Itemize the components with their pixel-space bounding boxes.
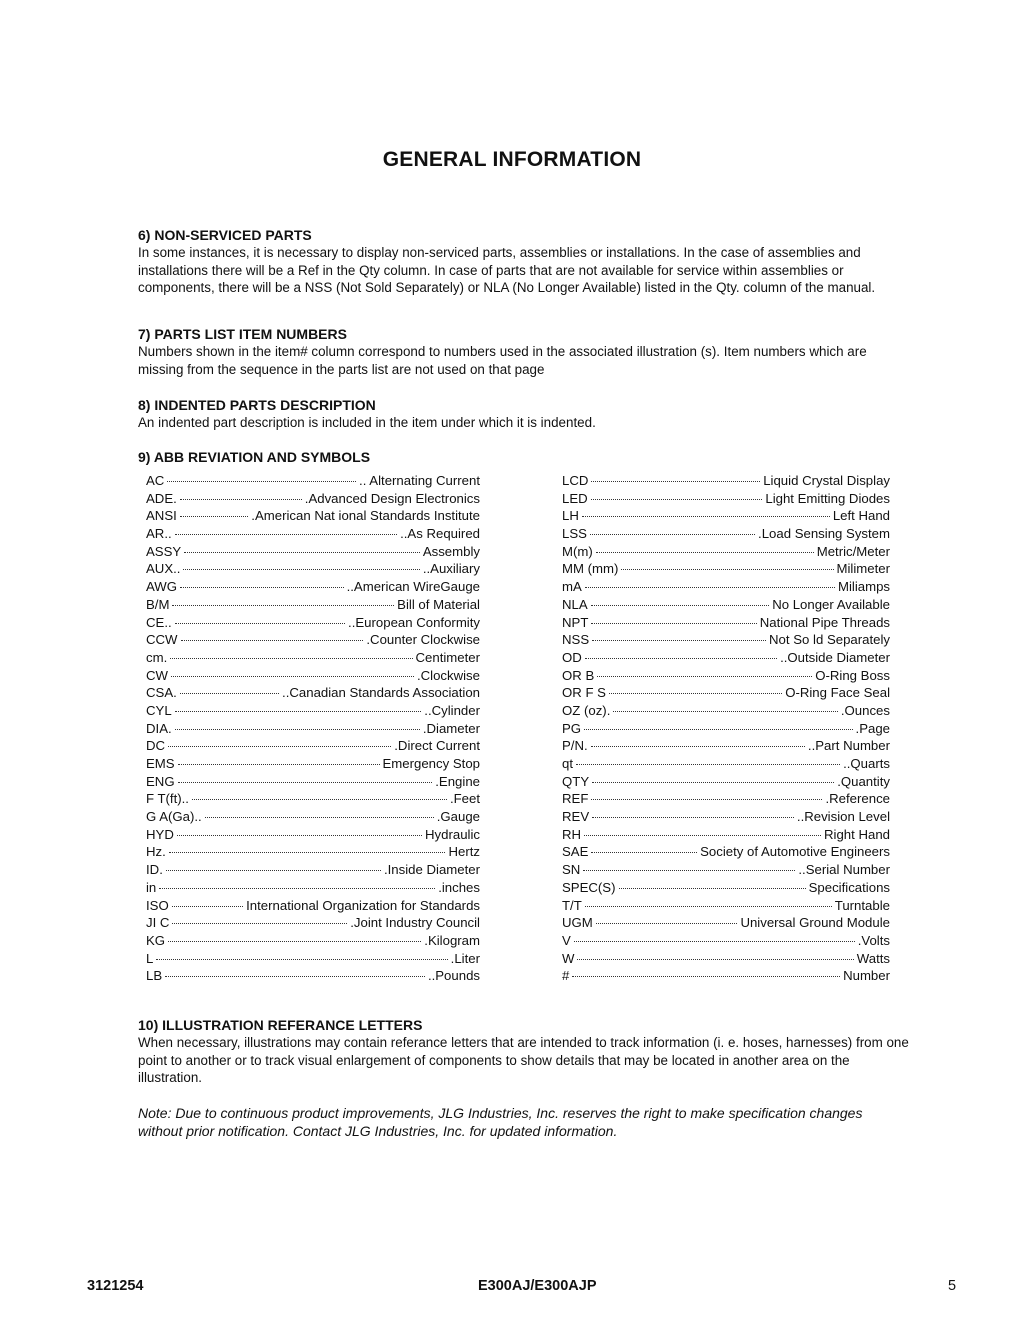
abbreviation-meaning: ..Quarts [843, 756, 890, 771]
abbreviation-row [562, 560, 890, 578]
abbreviation-row [562, 507, 890, 525]
dot-leader [165, 975, 425, 977]
dot-leader [572, 975, 840, 977]
abbreviation-meaning: Hydraulic [425, 826, 480, 842]
dot-leader [585, 657, 777, 659]
dot-leader [592, 781, 834, 783]
dot-leader [156, 958, 447, 960]
dot-leader [180, 515, 249, 517]
abbreviation-meaning: Centimeter [415, 649, 480, 665]
abbreviation-row [562, 773, 890, 791]
section-body: Numbers shown in the item# column correspond to numbers used in the associated illustration (s). Item numbers which are missing from the sequence in the parts list are not used on that page [138, 344, 867, 377]
abbreviation-key: SN [562, 862, 581, 878]
abbreviation-meaning: .Liter [450, 950, 480, 966]
abbreviation-meaning: .Clockwise [416, 667, 480, 683]
disclaimer-note: Note: Due to continuous product improvements, JLG Industries, Inc. reserves the right to make specification changes without prior notification. Contact JLG Industries, Inc. for updated information. [138, 1105, 863, 1139]
abbreviation-row [146, 826, 480, 844]
abbreviation-meaning: Right Hand [824, 826, 890, 842]
abbreviation-meaning: .Gauge [436, 809, 480, 825]
section-non-serviced-parts [138, 226, 913, 297]
dot-leader [591, 604, 770, 606]
section-heading: 9) ABB REVIATION AND SYMBOLS [138, 449, 371, 465]
abbreviation-row [562, 914, 890, 932]
abbreviation-row [562, 879, 890, 897]
abbreviation-meaning: ..Canadian Standards Association [282, 685, 480, 701]
abbreviation-row [562, 702, 890, 720]
dot-leader [609, 692, 782, 694]
abbreviation-row [146, 879, 480, 897]
dot-leader [597, 675, 812, 677]
abbreviation-meaning: .Kilogram [424, 932, 480, 948]
abbreviation-row [562, 649, 890, 667]
abbreviation-meaning: ..Cylinder [424, 702, 480, 718]
abbreviation-meaning: ..Part Number [807, 738, 890, 754]
dot-leader [175, 710, 422, 712]
abbreviation-row [562, 684, 890, 702]
abbreviation-key: ANSI [146, 508, 177, 524]
dot-leader [591, 745, 805, 747]
abbreviation-meaning: .. Alternating Current [359, 473, 480, 488]
abbreviation-row [146, 861, 480, 879]
abbreviation-row [562, 950, 890, 968]
abbreviation-row [146, 843, 480, 861]
abbreviation-row [146, 596, 480, 614]
abbreviation-key: CSA. [146, 685, 177, 701]
abbreviation-row [146, 755, 480, 773]
abbreviation-meaning: Liquid Crystal Display [763, 473, 890, 488]
abbreviation-key: SPEC(S) [562, 879, 616, 895]
abbreviation-key: L [146, 950, 154, 966]
footer-manual-number: 3121254 [87, 1278, 144, 1294]
section-heading: 7) PARTS LIST ITEM NUMBERS [138, 326, 347, 342]
abbreviation-key: OR B [562, 667, 595, 683]
abbreviation-key: mA [562, 579, 582, 595]
section-heading: 8) INDENTED PARTS DESCRIPTION [138, 397, 376, 413]
abbreviation-meaning: Metric/Meter [816, 543, 890, 559]
dot-leader [171, 675, 414, 677]
abbreviation-meaning: .Quantity [837, 773, 890, 789]
abbreviation-key: in [146, 879, 157, 895]
abbreviation-key: W [562, 950, 575, 966]
abbreviation-meaning: O-Ring Face Seal [785, 685, 890, 701]
abbreviation-row [146, 578, 480, 596]
abbreviation-key: T/T [562, 897, 582, 913]
abbreviation-key: ADE. [146, 490, 177, 506]
abbreviation-meaning: .Counter Clockwise [366, 632, 480, 648]
abbreviation-meaning: .American Nat ional Standards Institute [251, 508, 480, 524]
abbreviation-key: CYL [146, 702, 172, 718]
abbreviation-key: NSS [562, 632, 590, 648]
abbreviation-row [146, 667, 480, 685]
dot-leader [192, 798, 447, 800]
abbreviation-row [562, 755, 890, 773]
dot-leader [591, 498, 763, 500]
abbreviation-meaning: Miliamps [837, 579, 890, 595]
dot-leader [178, 763, 380, 765]
abbreviation-row [562, 897, 890, 915]
dot-leader [591, 480, 760, 482]
abbreviation-meaning: Milimeter [836, 561, 890, 577]
abbreviation-row [146, 737, 480, 755]
dot-leader [172, 922, 347, 924]
abbreviation-row [562, 525, 890, 543]
abbreviation-row [146, 950, 480, 968]
abbreviation-meaning: .Advanced Design Electronics [304, 490, 480, 506]
abbreviation-row [562, 737, 890, 755]
abbreviation-row [146, 720, 480, 738]
dot-leader [621, 568, 833, 570]
dot-leader [590, 533, 755, 535]
abbreviation-key: NLA [562, 596, 588, 612]
dot-leader [584, 834, 821, 836]
dot-leader [172, 905, 243, 907]
dot-leader [596, 551, 814, 553]
abbreviation-meaning: ..Outside Diameter [780, 649, 890, 665]
abbreviation-meaning: .Inside Diameter [383, 862, 480, 878]
abbreviation-key: ISO [146, 897, 169, 913]
dot-leader [180, 586, 344, 588]
section-illustration-reference-letters [138, 1016, 913, 1087]
abbreviation-row [562, 932, 890, 950]
footer-model: E300AJ/E300AJP [478, 1278, 597, 1294]
dot-leader [591, 798, 822, 800]
abbreviation-row [562, 843, 890, 861]
abbreviation-key: LH [562, 508, 579, 524]
dot-leader [169, 851, 446, 853]
abbreviation-key: REF [562, 791, 589, 807]
abbreviation-row [146, 773, 480, 791]
abbreviation-key: Hz. [146, 844, 166, 860]
abbreviation-key: ENG [146, 773, 175, 789]
dot-leader [591, 622, 756, 624]
abbreviation-key: OD [562, 649, 582, 665]
dot-leader [577, 958, 853, 960]
abbreviation-row [562, 578, 890, 596]
abbreviation-row [146, 702, 480, 720]
dot-leader [183, 568, 419, 570]
abbreviation-row [562, 614, 890, 632]
dot-leader [619, 887, 806, 889]
dot-leader [172, 604, 394, 606]
abbreviation-key: CCW [146, 632, 178, 648]
section-body: An indented part description is included in the item under which it is indented. [138, 415, 596, 430]
abbreviation-meaning: ..Auxiliary [422, 561, 480, 577]
abbreviation-meaning: .Load Sensing System [758, 526, 890, 542]
abbreviation-meaning: .Diameter [422, 720, 480, 736]
abbreviation-key: RH [562, 826, 582, 842]
abbreviation-key: DC [146, 738, 166, 754]
dot-leader [178, 781, 433, 783]
abbreviation-key: SAE [562, 844, 589, 860]
abbreviation-meaning: .Volts [857, 932, 890, 948]
abbreviation-key: MM (mm) [562, 561, 619, 577]
dot-leader [175, 622, 345, 624]
abbreviation-key: HYD [146, 826, 174, 842]
abbreviation-key: AUX.. [146, 561, 181, 577]
abbreviation-key: CW [146, 667, 168, 683]
abbreviation-row [146, 472, 480, 490]
abbreviation-row [562, 720, 890, 738]
section-indented-parts-description [138, 396, 913, 432]
abbreviation-row [562, 861, 890, 879]
abbreviation-row [562, 543, 890, 561]
abbreviation-row [562, 490, 890, 508]
abbreviation-key: OR F S [562, 685, 606, 701]
section-body: When necessary, illustrations may contain referance letters that are intended to track information (i. e. hoses, harnesses) from one point to another or to track visual enlargement of components to show details that may be located in another area on the illustration. [138, 1035, 909, 1085]
abbreviation-row [562, 631, 890, 649]
abbreviation-key: LSS [562, 526, 587, 542]
abbreviation-key: QTY [562, 773, 590, 789]
dot-leader [168, 940, 421, 942]
abbreviation-key: OZ (oz). [562, 702, 611, 718]
abbreviation-row [146, 897, 480, 915]
abbreviation-key: CE.. [146, 614, 172, 630]
dot-leader [167, 480, 356, 482]
dot-leader [613, 710, 838, 712]
abbreviation-row [146, 614, 480, 632]
abbreviation-meaning: .Joint Industry Council [350, 915, 480, 931]
abbreviation-key: cm. [146, 649, 168, 665]
abbreviation-meaning: ..American WireGauge [346, 579, 480, 595]
abbreviation-meaning: Bill of Material [397, 596, 480, 612]
abbreviation-meaning: No Longer Available [772, 596, 890, 612]
abbreviation-meaning: ..Pounds [427, 968, 480, 984]
abbreviation-key: LED [562, 490, 588, 506]
footer-page-number: 5 [948, 1278, 957, 1294]
abbreviation-key: ASSY [146, 543, 182, 559]
dot-leader [596, 922, 738, 924]
abbreviation-meaning: Emergency Stop [382, 756, 480, 771]
abbreviation-key: qt [562, 756, 573, 771]
abbreviation-key: AC [146, 473, 165, 488]
abbreviation-meaning: Specifications [808, 879, 890, 895]
dot-leader [591, 851, 697, 853]
abbreviation-key: ID. [146, 862, 163, 878]
abbreviation-meaning: National Pipe Threads [759, 614, 890, 630]
abbreviation-row [146, 525, 480, 543]
abbreviation-meaning: Universal Ground Module [740, 915, 890, 931]
dot-leader [180, 498, 302, 500]
section-heading: 10) ILLUSTRATION REFERANCE LETTERS [138, 1017, 423, 1033]
abbreviation-list-left [146, 472, 480, 985]
abbreviation-key: KG [146, 932, 166, 948]
dot-leader [170, 657, 412, 659]
abbreviation-meaning: .Ounces [840, 702, 890, 718]
abbreviation-row [146, 808, 480, 826]
abbreviation-meaning: Watts [856, 950, 890, 966]
dot-leader [175, 728, 420, 730]
dot-leader [181, 639, 364, 641]
section-parts-list-item-numbers [138, 325, 913, 378]
abbreviation-meaning: .Engine [435, 773, 480, 789]
section-abbreviations [138, 448, 913, 466]
dot-leader [205, 816, 434, 818]
dot-leader [166, 869, 381, 871]
abbreviation-key: NPT [562, 614, 589, 630]
abbreviation-key: REV [562, 809, 590, 825]
abbreviation-key: # [562, 968, 570, 984]
abbreviation-meaning: Hertz [448, 844, 480, 860]
abbreviation-row [146, 914, 480, 932]
abbreviation-row [146, 543, 480, 561]
abbreviation-meaning: .Reference [825, 791, 890, 807]
abbreviation-key: AWG [146, 579, 178, 595]
page-title: GENERAL INFORMATION [382, 148, 642, 171]
abbreviation-key: JI C [146, 915, 170, 931]
abbreviation-key: LB [146, 968, 163, 984]
abbreviation-meaning: International Organization for Standards [246, 897, 480, 913]
abbreviation-meaning: Number [843, 968, 890, 984]
dot-leader [159, 887, 435, 889]
abbreviation-key: DIA. [146, 720, 172, 736]
abbreviation-meaning: Left Hand [832, 508, 890, 524]
abbreviation-key: AR.. [146, 526, 172, 542]
dot-leader [585, 586, 835, 588]
abbreviation-row [146, 490, 480, 508]
dot-leader [585, 905, 832, 907]
abbreviation-key: PG [562, 720, 582, 736]
dot-leader [168, 745, 391, 747]
abbreviation-key: B/M [146, 596, 170, 612]
abbreviation-meaning: .Page [855, 720, 890, 736]
abbreviation-key: LCD [562, 473, 589, 488]
abbreviation-row [146, 631, 480, 649]
abbreviation-key: G A(Ga).. [146, 809, 202, 825]
dot-leader [177, 834, 422, 836]
abbreviation-meaning: Light Emitting Diodes [765, 490, 890, 506]
dot-leader [584, 728, 852, 730]
abbreviation-row [146, 932, 480, 950]
abbreviation-row [146, 560, 480, 578]
abbreviation-row [146, 790, 480, 808]
dot-leader [592, 816, 794, 818]
abbreviation-row [146, 684, 480, 702]
dot-leader [576, 763, 840, 765]
abbreviation-row [562, 967, 890, 985]
abbreviation-row [562, 472, 890, 490]
abbreviation-row [146, 507, 480, 525]
abbreviation-row [562, 667, 890, 685]
abbreviation-key: V [562, 932, 571, 948]
abbreviation-row [562, 808, 890, 826]
dot-leader [592, 639, 766, 641]
abbreviation-meaning: .Feet [449, 791, 480, 807]
abbreviation-row [146, 967, 480, 985]
dot-leader [175, 533, 397, 535]
abbreviation-meaning: ..Revision Level [796, 809, 890, 825]
abbreviation-meaning: Society of Automotive Engineers [700, 844, 890, 860]
abbreviation-meaning: ..Serial Number [798, 862, 890, 878]
abbreviation-key: M(m) [562, 543, 593, 559]
abbreviation-row [562, 790, 890, 808]
abbreviation-meaning: .Direct Current [394, 738, 480, 754]
abbreviation-meaning: Assembly [422, 543, 480, 559]
abbreviation-meaning: .inches [438, 879, 480, 895]
dot-leader [582, 515, 830, 517]
abbreviation-meaning: Not So ld Separately [769, 632, 890, 648]
abbreviation-meaning: Turntable [834, 897, 890, 913]
abbreviation-meaning: ..European Conformity [348, 614, 480, 630]
abbreviation-meaning: O-Ring Boss [815, 667, 890, 683]
dot-leader [184, 551, 420, 553]
section-heading: 6) NON-SERVICED PARTS [138, 227, 312, 243]
abbreviation-key: UGM [562, 915, 593, 931]
section-body: In some instances, it is necessary to display non-serviced parts, assemblies or installations. In the case of assemblies and installations there will be a Ref in the Qty column. In case of parts that are not available for service within assemblies or components, there will be a NSS (Not Sold Separately) or NLA (No Longer Available) listed in the Qty. column of the manual. [138, 245, 876, 295]
abbreviation-meaning: ..As Required [400, 526, 480, 542]
abbreviation-list-right [562, 472, 890, 985]
abbreviation-key: P/N. [562, 738, 588, 754]
abbreviation-row [146, 649, 480, 667]
dot-leader [574, 940, 855, 942]
abbreviation-row [562, 596, 890, 614]
abbreviation-row [562, 826, 890, 844]
abbreviation-key: F T(ft).. [146, 791, 189, 807]
abbreviation-key: EMS [146, 756, 175, 771]
dot-leader [583, 869, 795, 871]
dot-leader [180, 692, 279, 694]
